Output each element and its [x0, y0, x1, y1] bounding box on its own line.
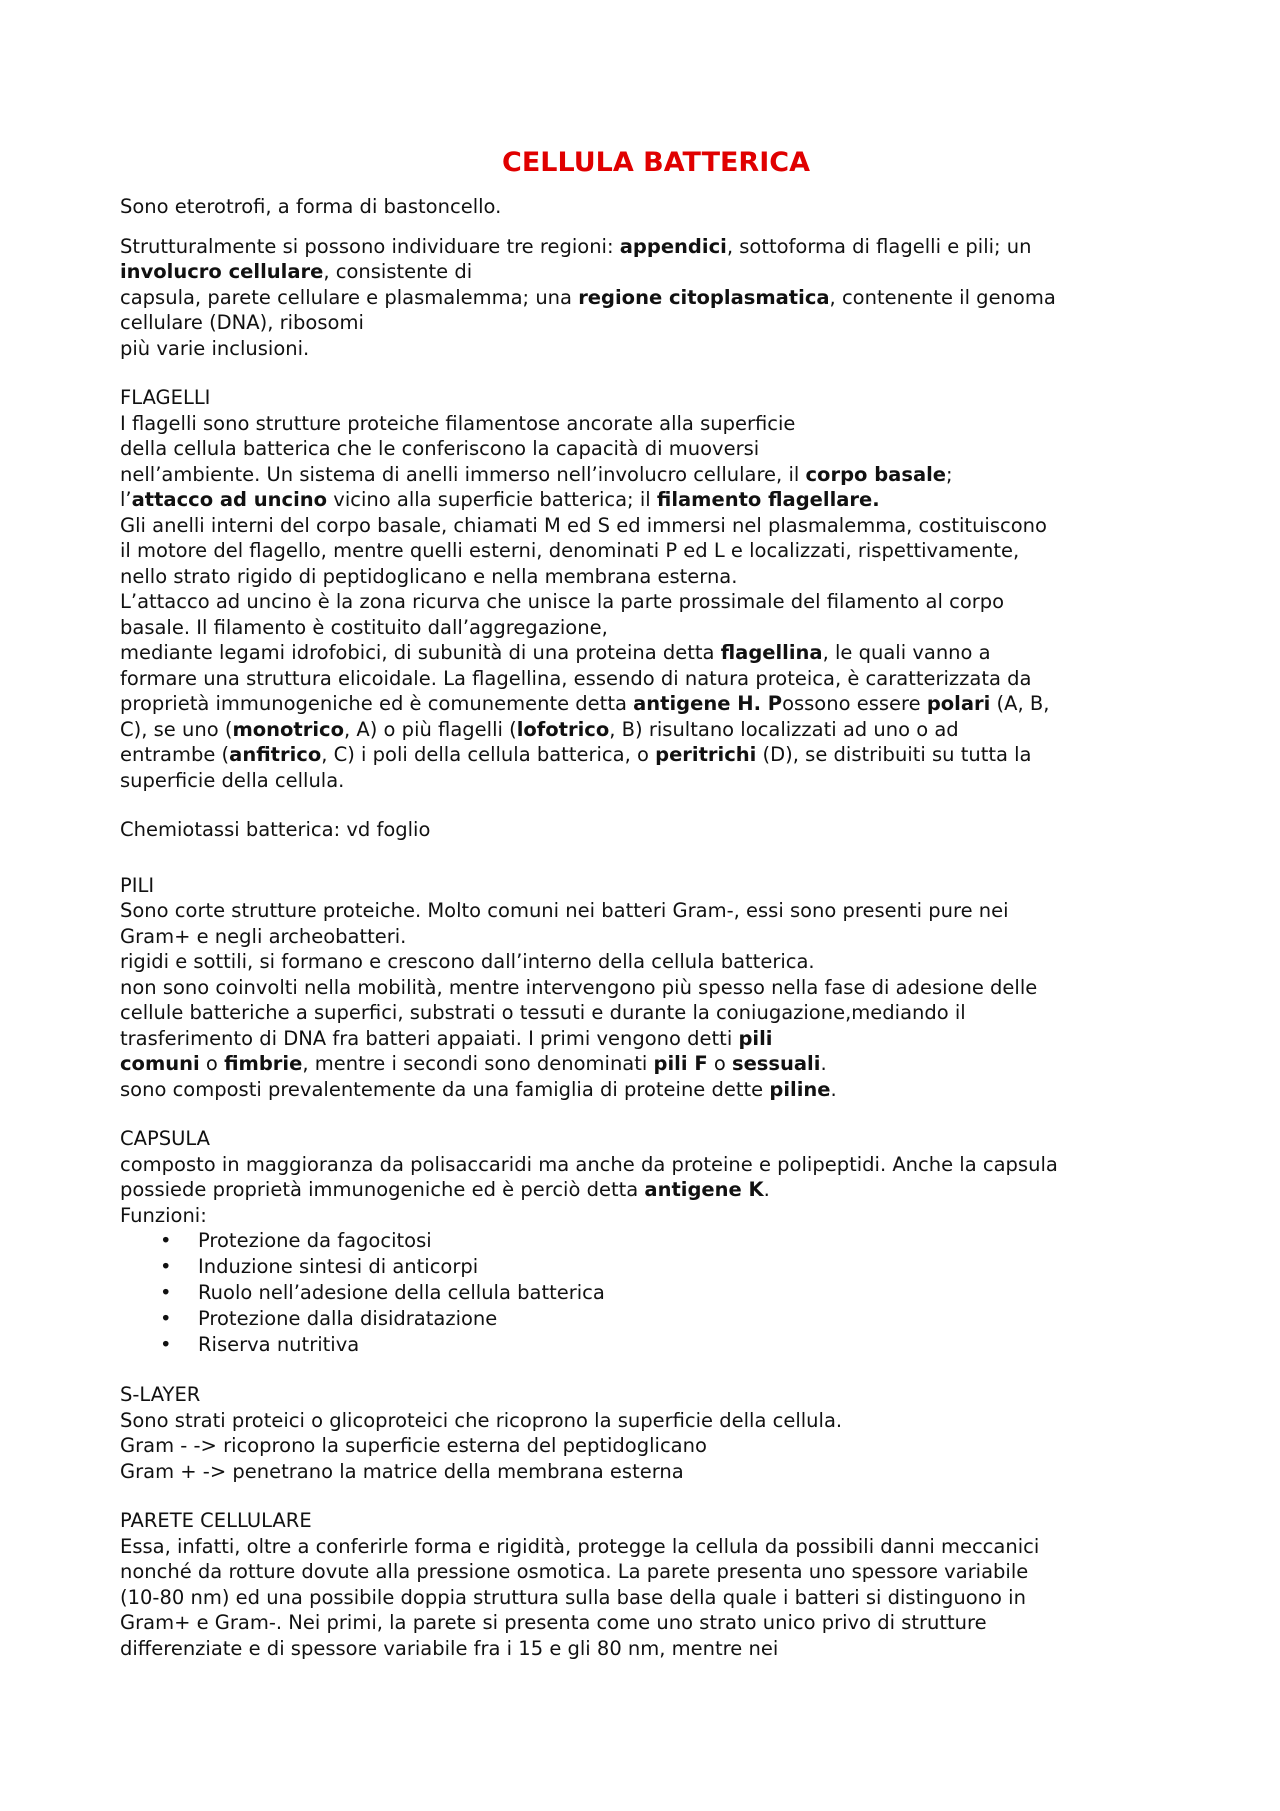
term-antigene-k: antigene K [644, 1178, 764, 1201]
term-regione: regione citoplasmatica [578, 285, 830, 309]
term-fimbrie: fimbrie [224, 1052, 303, 1075]
pili-paragraph: Sono corte strutture proteiche. Molto comuni nei batteri Gram-, essi sono presenti pure nei Gram+ e negli archeobatteri. rigidi e sottili, si formano e crescono dall’interno della cellula batterica. non sono coinvolti nella mobilità, mentre intervengono più spesso nella fase di adesione delle cellule batteriche a superfici, substrati o tessuti e durante la coniugazione,mediando il trasferimento di DNA fra batteri appaiati. I primi vengono detti pili comuni o fimbrie, mentre i secondi sono denominati pili F o sessuali. sono composti prevalentemente da una famiglia di proteine dette piline. [120, 899, 1038, 1101]
parete-paragraph: Essa, infatti, oltre a conferirle forma e rigidità, protegge la cellula da possibili danni meccanici nonché da rotture dovute alla pressione osmotica. La parete presenta uno spessore variabile (10-80 nm) ed una possibile doppia struttura sulla base della quale i batteri si distinguono in Gram+ e Gram-. Nei primi, la parete si presenta come uno strato unico privo di strutture differenziate e di spessore variabile fra i 15 e gli 80 nm, mentre nei [120, 1534, 1040, 1660]
chemiotassi-note: Chemiotassi batterica: vd foglio [120, 818, 431, 841]
section-heading-pili: PILI [120, 873, 155, 897]
term-flagellina: flagellina [720, 641, 823, 664]
page-title: CELLULA BATTERICA [502, 147, 810, 178]
capsula-paragraph: composto in maggioranza da polisaccaridi ma anche da proteine e polipeptidi. Anche la capsula possiede proprietà immunogeniche ed è perciò detta antigene K. Funzioni: [120, 1152, 1058, 1227]
capsula-functions-list [120, 1228, 1170, 1358]
term-appendici: appendici [619, 234, 727, 258]
intro-paragraph: Sono eterotrofi, a forma di bastoncello. [120, 195, 502, 218]
term-involucro: involucro cellulare [120, 260, 324, 283]
bullet-icon: • [160, 1255, 172, 1278]
document-page [120, 146, 1170, 1661]
flagelli-paragraph: I flagelli sono strutture proteiche filamentose ancorate alla superficie della cellula batterica che le conferiscono la capacità di muoversi nell’ambiente. Un sistema di anelli immerso nell’involucro cellulare, il corpo basale; l’attacco ad uncino vicino alla superficie batterica; il filamento flagellare. Gli anelli interni del corpo basale, chiamati M ed S ed immersi nel plasmalemma, costituiscono il motore del flagello, mentre quelli esterni, denominati P ed L e localizzati, rispettivamente, nello strato rigido di peptidoglicano e nella membrana esterna. L’attacco ad uncino è la zona ricurva che unisce la parte prossimale del filamento al corpo basale. Il filamento è costituito dall’aggregazione, mediante legami idrofobici, di subunità di una proteina detta flagellina, le quali vanno a formare una struttura elicoidale. La flagellina, essendo di natura proteica, è caratterizzata da proprietà immunogeniche ed è comunemente detta antigene H. Possono essere polari (A, B, C), se uno (monotrico, A) o più flagelli (lofotrico, B) risultano localizzati ad uno o ad entrambe (anfitrico, C) i poli della cellula batterica, o peritrichi (D), se distribuiti su tutta la superficie della cellula. [120, 411, 1050, 792]
term-sessuali: sessuali [731, 1052, 821, 1075]
term-pili: pili [738, 1026, 773, 1050]
bullet-icon: • [160, 1307, 172, 1330]
term-peritrichi: peritrichi [655, 743, 757, 766]
term-piline: piline [769, 1077, 831, 1101]
term-filamento: filamento flagellare. [656, 488, 880, 511]
term-antigene-h: antigene H. P [633, 692, 783, 715]
slayer-paragraph: Sono strati proteici o glicoproteici che ricoprono la superficie della cellula. Gram - -> ricoprono la superficie esterna del peptidoglicano Gram + -> penetrano la matrice della membrana esterna [120, 1408, 843, 1483]
bullet-icon: • [160, 1281, 172, 1304]
term-monotrico: monotrico [232, 717, 345, 741]
term-lofotrico: lofotrico [516, 717, 610, 741]
bullet-icon: • [160, 1229, 172, 1252]
structure-paragraph: Strutturalmente si possono individuare tre regioni: appendici, sottoforma di flagelli e pili; un involucro cellulare, consistente di capsula, parete cellulare e plasmalemma; una regione citoplasmatica, contenente il genoma cellulare (DNA), ribosomi più varie inclusioni. [120, 234, 1056, 360]
section-heading-flagelli: FLAGELLI [120, 386, 211, 409]
list-item: • Ruolo nell’adesione della cellula batterica [160, 1281, 605, 1304]
term-anfitrico: anfitrico [229, 743, 322, 766]
list-item: • Protezione da fagocitosi [160, 1229, 432, 1252]
bullet-icon: • [160, 1333, 172, 1356]
section-heading-slayer: S-LAYER [120, 1383, 201, 1406]
section-heading-capsula: CAPSULA [120, 1127, 211, 1150]
section-heading-parete: PARETE CELLULARE [120, 1509, 312, 1532]
term-attacco: attacco ad uncino [131, 488, 328, 511]
list-item: • Induzione sintesi di anticorpi [160, 1255, 479, 1278]
list-item: • Riserva nutritiva [160, 1333, 360, 1356]
list-item: • Protezione dalla disidratazione [160, 1307, 498, 1330]
term-corpo-basale: corpo basale [805, 462, 947, 486]
term-pili-f: pili F [653, 1052, 708, 1075]
term-comuni: comuni [120, 1052, 200, 1075]
term-polari: polari [926, 692, 991, 715]
